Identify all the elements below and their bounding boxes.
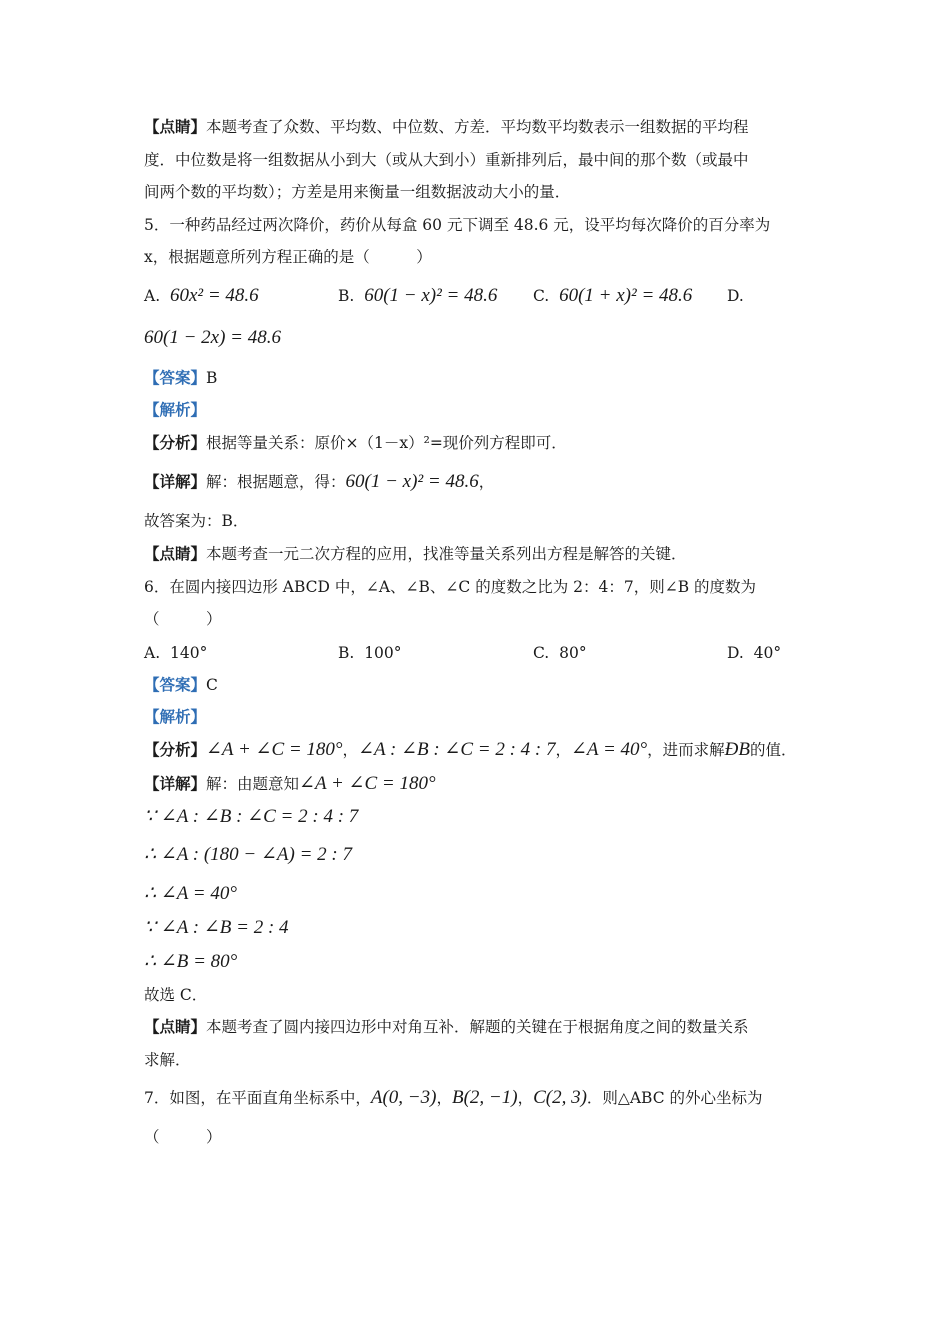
q5-fenxi: 【分析】根据等量关系：原价×（1－x）²=现价列方程即可． — [144, 433, 567, 452]
q6-step: ∴ ∠A : (180 − ∠A) = 2 : 7 — [144, 844, 352, 865]
q5-option-d-expr: 60(1 − 2x) = 48.6 — [144, 327, 281, 348]
q6-tip-line1: 【点睛】本题考查了圆内接四边形中对角互补．解题的关键在于根据角度之间的数量关系 — [144, 1017, 749, 1036]
q6-option-b: B. 100° — [338, 644, 402, 662]
q5-option-d-label: D. — [727, 287, 744, 305]
q7-stem-line2: （ ） — [144, 1128, 222, 1146]
q5-stem-line2: x，根据题意所列方程正确的是（ ） — [144, 248, 432, 266]
q6-step: ∴ ∠B = 80° — [144, 951, 238, 972]
q6-answer: 【答案】C — [144, 675, 218, 694]
q5-conclusion: 故答案为：B． — [144, 512, 249, 530]
q6-step: ∵ ∠A : ∠B : ∠C = 2 : 4 : 7 — [144, 806, 359, 827]
q5-tip: 【点睛】本题考查一元二次方程的应用，找准等量关系列出方程是解答的关键． — [144, 544, 687, 563]
q5-xiangjie: 【详解】解：根据题意，得：60(1 − x)² = 48.6， — [144, 471, 495, 492]
q6-analysis-tag: 【解析】 — [144, 707, 207, 726]
q5-option-b: B. 60(1 − x)² = 48.6 — [338, 285, 498, 306]
q6-xiangjie: 【详解】解：由题意知∠A + ∠C = 180° — [144, 773, 436, 794]
q6-option-a: A. 140° — [144, 644, 208, 662]
q6-step: ∵ ∠A : ∠B = 2 : 4 — [144, 917, 289, 938]
q6-option-c: C. 80° — [533, 644, 587, 662]
q5-option-a: A. 60x² = 48.6 — [144, 285, 259, 306]
q5-option-c: C. 60(1 + x)² = 48.6 — [533, 285, 693, 306]
q6-stem-line2: （ ） — [144, 610, 222, 628]
q7-stem-line1: 7．如图，在平面直角坐标系中，A(0, −3)，B(2, −1)，C(2, 3)．则△ABC 的外心坐标为 — [144, 1087, 763, 1108]
q6-tip-line2: 求解． — [144, 1051, 191, 1069]
q6-option-d: D. 40° — [727, 644, 782, 662]
q6-step: ∴ ∠A = 40° — [144, 883, 237, 904]
q4-tip-line2: 度．中位数是将一组数据从小到大（或从大到小）重新排列后，最中间的那个数（或最中 — [144, 151, 749, 169]
q4-tip-line3: 间两个数的平均数）；方差是用来衡量一组数据波动大小的量． — [144, 183, 571, 201]
tip-tag: 【点睛】 — [144, 117, 207, 136]
q6-fenxi: 【分析】∠A + ∠C = 180°，∠A : ∠B : ∠C = 2 : 4 : 7，∠A = 40°，进而求解ÐB的值． — [144, 739, 797, 760]
q6-conclusion: 故选 C． — [144, 986, 208, 1004]
q5-analysis-tag: 【解析】 — [144, 400, 207, 419]
q6-stem-line1: 6．在圆内接四边形 ABCD 中，∠A、∠B、∠C 的度数之比为 2：4：7，则∠B 的度数为 — [144, 578, 757, 596]
q5-stem-line1: 5．一种药品经过两次降价，药价从每盒 60 元下调至 48.6 元，设平均每次降价的百分率为 — [144, 216, 771, 234]
q4-tip-line1: 【点睛】本题考查了众数、平均数、中位数、方差．平均数平均数表示一组数据的平均程 — [144, 117, 749, 136]
q5-answer: 【答案】B — [144, 368, 218, 387]
